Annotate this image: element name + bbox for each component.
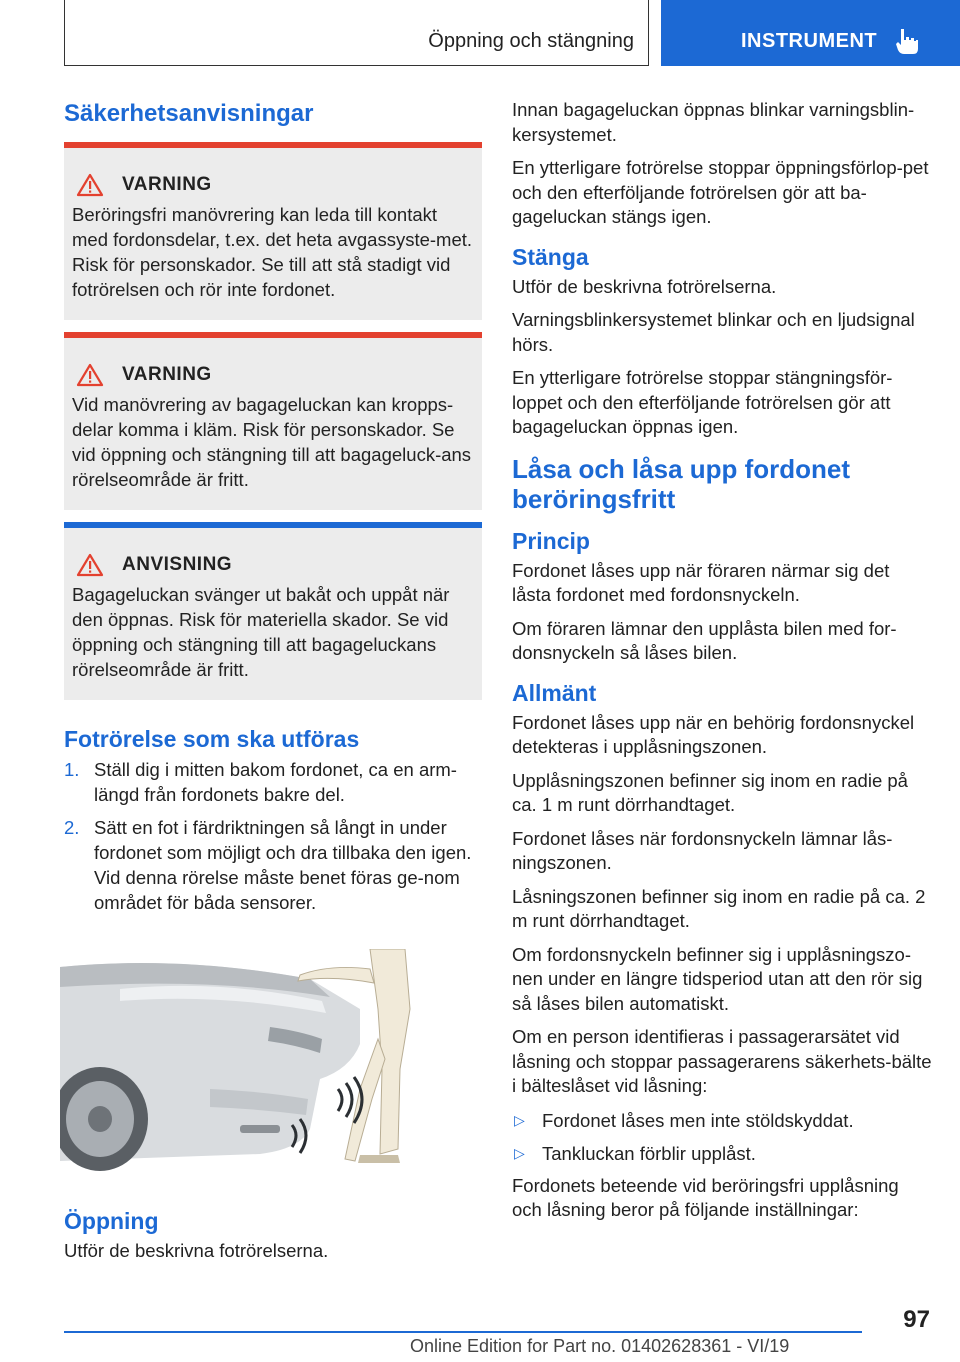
paragraph: En ytterligare fotrörelse stoppar öppningsförlop-pet och den efterföljande fotrörelsen gör att ba-gageluckan stängs igen.: [512, 157, 929, 227]
paragraph: Om fordonsnyckeln befinner sig i upplåsningszo-nen under en längre tidsperiod utan att den rör sig så låses bilen automatiskt.: [512, 943, 923, 1014]
paragraph: Utför de beskrivna fotrörelserna.: [512, 275, 777, 297]
lock-unlock-heading: Låsa och låsa upp fordonet beröringsfritt: [512, 453, 851, 514]
principle-heading: Princip: [512, 527, 590, 554]
opening-heading: Öppning: [64, 1208, 159, 1234]
paragraph: Låsningszonen befinner sig inom en radie på ca. 2 m runt dörrhandtaget.: [512, 885, 926, 931]
list-item: [64, 815, 482, 915]
bullet-triangle-icon: ▷: [514, 1144, 525, 1161]
footer-rule: [64, 1331, 862, 1333]
warning-title: VARNING: [122, 174, 212, 195]
warning-box: [64, 332, 482, 510]
paragraph: Om föraren lämnar den upplåsta bilen med for-donsnyckeln så låses bilen.: [512, 617, 897, 663]
step-text: Ställ dig i mitten bakom fordonet, ca en arm-längd från fordonets bakre del.: [94, 759, 457, 805]
warning-triangle-icon: [76, 173, 104, 197]
safety-heading: Säkerhetsanvisningar: [64, 100, 314, 127]
notice-title: ANVISNING: [122, 554, 233, 575]
warning-text: Vid manövrering av bagageluckan kan kropps-delar komma i kläm. Risk för personskador. Se vid öppning och stängning till att bagageluck-ans rörelseområde är fritt.: [72, 394, 472, 490]
general-heading: Allmänt: [512, 679, 597, 706]
closing-heading: Stänga: [512, 243, 589, 270]
right-column: [512, 98, 932, 1232]
paragraph: En ytterligare fotrörelse stoppar stängningsför-loppet och den efterföljande fotrörelsen gör att bagageluckan öppnas igen.: [512, 367, 893, 437]
list-item: [64, 757, 482, 807]
section-title: Öppning och stängning: [428, 30, 634, 52]
bullet-text: Fordonet låses men inte stöldskyddat.: [542, 1109, 854, 1131]
chapter-tab-label: INSTRUMENT: [741, 30, 878, 52]
warning-triangle-icon: [76, 363, 104, 387]
paragraph: Fordonet låses upp när en behörig fordonsnyckel detekteras i upplåsningszonen.: [512, 711, 915, 757]
paragraph: Innan bagageluckan öppnas blinkar varningsblin-kersystemet.: [512, 99, 915, 145]
step-number: 2.: [64, 817, 80, 838]
warning-title: VARNING: [122, 364, 212, 385]
header-box: [64, 0, 649, 66]
list-item: [512, 1141, 932, 1166]
step-text: Sätt en fot i färdriktningen så långt in under fordonet som möjligt och dra tillbaka den igen. Vid denna rörelse måste benet föras ge-nom området för båda sensorer.: [94, 817, 472, 913]
steps-list: [64, 757, 482, 915]
edition-text: Online Edition for Part no. 01402628361 - VI/19: [410, 1336, 790, 1356]
pointing-hand-icon: [895, 27, 919, 55]
paragraph: Varningsblinkersystemet blinkar och en ljudsignal hörs.: [512, 309, 915, 355]
chapter-tab[interactable]: [661, 0, 960, 66]
foot-gesture-illustration: [60, 949, 416, 1171]
list-item: [512, 1108, 932, 1133]
paragraph: Fordonet låses när fordonsnyckeln lämnar lås-ningszonen.: [512, 827, 893, 873]
opening-text: Utför de beskrivna fotrörelserna.: [64, 1240, 329, 1261]
paragraph: Fordonets beteende vid beröringsfri upplåsning och låsning beror på följande inställningar:: [512, 1174, 899, 1220]
bullet-text: Tankluckan förblir upplåst.: [542, 1142, 756, 1164]
paragraph: Fordonet låses upp när föraren närmar sig det låsta fordonet med fordonsnyckeln.: [512, 559, 890, 605]
left-column: [64, 100, 482, 1273]
bullet-triangle-icon: ▷: [514, 1111, 525, 1128]
step-number: 1.: [64, 759, 80, 780]
paragraph: Om en person identifieras i passagerarsätet vid låsning och stoppar passagerarens säkerhets-bälte i bälteslåset vid låsning:: [512, 1026, 932, 1096]
warning-text: Beröringsfri manövrering kan leda till kontakt med fordonsdelar, t.ex. det heta avgassyste-met. Risk för personskador. Se till att stå stadigt vid fotrörelsen och rör inte fordonet.: [72, 204, 473, 300]
notice-text: Bagageluckan svänger ut bakåt och uppåt när den öppnas. Risk för materiella skador. Se vid öppning och stängning till att bagageluckans rörelseområde är fritt.: [72, 584, 450, 680]
page-number: 97: [903, 1306, 930, 1333]
bullet-list: [512, 1108, 932, 1166]
paragraph: Upplåsningszonen befinner sig inom en radie på ca. 1 m runt dörrhandtaget.: [512, 769, 908, 815]
warning-box: [64, 142, 482, 320]
foot-movement-heading: Fotrörelse som ska utföras: [64, 726, 360, 752]
notice-triangle-icon: [76, 553, 104, 577]
notice-box: [64, 522, 482, 700]
